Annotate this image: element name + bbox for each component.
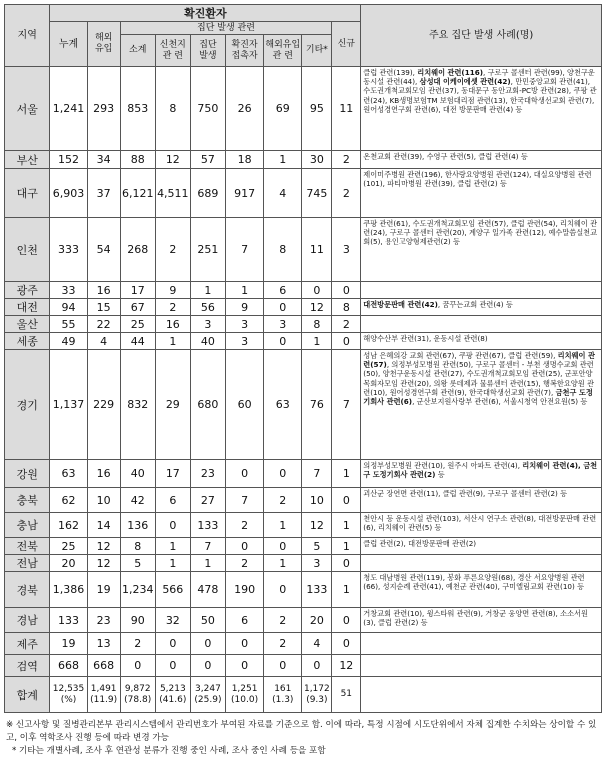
cell-shincheonji: 2 xyxy=(155,299,190,316)
cell-shincheonji: 0 xyxy=(155,655,190,677)
regional-cases-table xyxy=(4,4,602,713)
cell-subtotal: 6,121 xyxy=(120,169,155,218)
cell-subtotal: 2 xyxy=(120,633,155,655)
cell-new: 0 xyxy=(332,608,361,633)
cell-subtotal: 136 xyxy=(120,513,155,538)
cell-group: 7 xyxy=(190,538,225,555)
cell-overseas: 12 xyxy=(87,538,120,555)
cell-group: 56 xyxy=(190,299,225,316)
cell-total: 1,386 xyxy=(50,572,87,608)
cell-subtotal: 0 xyxy=(120,655,155,677)
region-cell: 광주 xyxy=(5,282,50,299)
table-row xyxy=(5,299,602,316)
cell-shincheonji: 1 xyxy=(155,538,190,555)
region-cell: 충북 xyxy=(5,488,50,513)
cell-other: 3 xyxy=(302,555,332,572)
main-cases-cell xyxy=(361,572,602,608)
table-row xyxy=(5,488,602,513)
cell-total: 62 xyxy=(50,488,87,513)
cell-group: 478 xyxy=(190,572,225,608)
cell-new: 8 xyxy=(332,299,361,316)
cell-shincheonji: 29 xyxy=(155,350,190,460)
cell-other: 1 xyxy=(302,333,332,350)
cell-overseas: 34 xyxy=(87,151,120,169)
case-text: 리치웨이 관련(116) xyxy=(417,68,484,77)
cell-group: 0 xyxy=(190,655,225,677)
cell-group: 1 xyxy=(190,282,225,299)
main-cases-cell xyxy=(361,350,602,460)
cell-contact: 3 xyxy=(225,333,263,350)
case-text: 클럽 관련(2), 대전방문판매 관련(2) xyxy=(363,539,477,548)
case-text: 리치웨이 관련(4), 금천구 도정기회사 관련(2) xyxy=(363,461,598,480)
cell-contact: 1 xyxy=(225,282,263,299)
table-row xyxy=(5,218,602,282)
cell-overseas-rel: 1 xyxy=(264,151,302,169)
cell-new: 1 xyxy=(332,513,361,538)
cell-overseas: 12 xyxy=(87,555,120,572)
totals-label: 합계 xyxy=(5,677,50,713)
cell-overseas: 293 xyxy=(87,67,120,151)
cell-new: 3 xyxy=(332,218,361,282)
footnote-1: ※ 신고사항 및 질병관리본부 관리시스템에서 관리번호가 부여된 자료를 기준으로 함. 이에 따라, 특정 시점에 시도단위에서 자체 집계한 수치와는 상이할 수 있고, 이후 역학조사 진행 등에 따라 변경 가능 xyxy=(6,720,597,743)
cell-other: 12 xyxy=(302,299,332,316)
region-cell: 검역 xyxy=(5,655,50,677)
cell-new: 0 xyxy=(332,333,361,350)
cell-overseas-rel: 0 xyxy=(264,538,302,555)
case-text: 쿠팡 관련(61), 수도권개척교회모임 관련(57), 클럽 관련(54), 리치웨이 관련(24), 구로구 콜센터 관련(20), 계양구 일가족 관련(12), 예수말씀실천교회(5), 용인고양형제관련(2) 등 xyxy=(363,219,598,247)
case-text: 삼성대 이케이에셋 관련(42) xyxy=(419,77,511,87)
total-contact: 1,251 (10.0) xyxy=(225,677,263,713)
region-cell: 서울 xyxy=(5,67,50,151)
cell-group: 40 xyxy=(190,333,225,350)
cell-total: 25 xyxy=(50,538,87,555)
cell-subtotal: 40 xyxy=(120,460,155,488)
cell-shincheonji: 0 xyxy=(155,513,190,538)
table-row xyxy=(5,67,602,151)
cell-other: 0 xyxy=(302,655,332,677)
cell-other: 7 xyxy=(302,460,332,488)
cell-total: 1,241 xyxy=(50,67,87,151)
header-overseas-related: 해외유입 관 련 xyxy=(264,35,302,67)
case-text: 해양수산부 관련(31), 운동시설 관련(8) xyxy=(363,334,488,343)
cell-total: 6,903 xyxy=(50,169,87,218)
region-cell: 전남 xyxy=(5,555,50,572)
cell-group: 27 xyxy=(190,488,225,513)
cell-contact: 3 xyxy=(225,316,263,333)
case-text: 대전방문판매 관련(42) xyxy=(363,300,438,309)
cell-contact: 9 xyxy=(225,299,263,316)
cell-group: 23 xyxy=(190,460,225,488)
cell-overseas: 37 xyxy=(87,169,120,218)
cell-shincheonji: 1 xyxy=(155,555,190,572)
cell-shincheonji: 6 xyxy=(155,488,190,513)
cell-subtotal: 44 xyxy=(120,333,155,350)
cell-group: 750 xyxy=(190,67,225,151)
cell-subtotal: 17 xyxy=(120,282,155,299)
case-text: 제이미주병원 관련(196), 한사랑요양병원 관련(124), 대실요양병원 관련(101), 파티마병원 관련(39), 클럽 관련(2) 등 xyxy=(363,170,592,189)
cell-new: 0 xyxy=(332,282,361,299)
total-overseas-rel: 161 (1.3) xyxy=(264,677,302,713)
cell-shincheonji: 12 xyxy=(155,151,190,169)
table-header xyxy=(5,5,602,67)
header-subtotal: 소계 xyxy=(120,35,155,67)
cell-new: 0 xyxy=(332,488,361,513)
main-cases-cell xyxy=(361,218,602,282)
total-new: 51 xyxy=(332,677,361,713)
total-subtotal: 9,872 (78.8) xyxy=(120,677,155,713)
region-cell: 경기 xyxy=(5,350,50,460)
cell-new: 11 xyxy=(332,67,361,151)
cell-other: 95 xyxy=(302,67,332,151)
case-text: 금천구 도정기회사 관련(6) xyxy=(363,387,593,407)
case-text: 리치웨이 관련(57) xyxy=(363,351,595,370)
total-total: 12,535 (%) xyxy=(50,677,87,713)
table-body xyxy=(5,67,602,713)
main-cases-cell xyxy=(361,299,602,316)
cell-overseas: 23 xyxy=(87,608,120,633)
cell-total: 162 xyxy=(50,513,87,538)
cell-subtotal: 88 xyxy=(120,151,155,169)
cell-total: 668 xyxy=(50,655,87,677)
cell-shincheonji: 17 xyxy=(155,460,190,488)
cell-contact: 18 xyxy=(225,151,263,169)
header-contact: 확진자 접촉자 xyxy=(225,35,263,67)
cell-shincheonji: 2 xyxy=(155,218,190,282)
cell-subtotal: 1,234 xyxy=(120,572,155,608)
total-overseas: 1,491 (11.9) xyxy=(87,677,120,713)
cell-subtotal: 8 xyxy=(120,538,155,555)
cell-overseas: 14 xyxy=(87,513,120,538)
cell-shincheonji: 4,511 xyxy=(155,169,190,218)
cell-new: 2 xyxy=(332,151,361,169)
cell-total: 1,137 xyxy=(50,350,87,460)
cell-shincheonji: 9 xyxy=(155,282,190,299)
header-new: 신규 xyxy=(332,22,361,67)
cell-other: 10 xyxy=(302,488,332,513)
case-text: 거창교회 관련(10), 윙스타워 관련(9), 거창군 웅양면 관련(8), 소소서원(3), 클럽 관련(2) 등 xyxy=(363,609,588,628)
cell-subtotal: 832 xyxy=(120,350,155,460)
cell-total: 33 xyxy=(50,282,87,299)
table-row xyxy=(5,333,602,350)
total-group: 3,247 (25.9) xyxy=(190,677,225,713)
table-row xyxy=(5,350,602,460)
cell-contact: 0 xyxy=(225,460,263,488)
header-confirmed: 확진환자 xyxy=(50,5,361,22)
cell-contact: 6 xyxy=(225,608,263,633)
main-cases-cell xyxy=(361,513,602,538)
main-cases-cell xyxy=(361,316,602,333)
header-total: 누계 xyxy=(50,22,87,67)
cell-subtotal: 853 xyxy=(120,67,155,151)
cell-overseas-rel: 63 xyxy=(264,350,302,460)
cell-contact: 7 xyxy=(225,488,263,513)
case-text: 천안시 등 운동시설 관련(103), 서산시 연구소 관련(8), 대전방문판매 관련(6), 리치웨이 관련(5) 등 xyxy=(363,514,597,533)
cell-subtotal: 42 xyxy=(120,488,155,513)
cell-contact: 0 xyxy=(225,538,263,555)
cell-other: 11 xyxy=(302,218,332,282)
case-text: , 의정부성모병원 관련(50), 구로구 콜센터 - 부천 생명수교회 관련(50), 양천구운동시설 관련(27), 수도권개척교회모임 관련(25), 군포안양목회자모임 관련(20), 의왕 롯데제과 물류센터 관련(15), 행복한요양원 관련(10), 원어성경연구회 관련(9), 한국대학생선교회 관련(7), xyxy=(363,360,594,397)
cell-overseas: 229 xyxy=(87,350,120,460)
cell-overseas-rel: 1 xyxy=(264,513,302,538)
cell-new: 1 xyxy=(332,572,361,608)
cell-other: 745 xyxy=(302,169,332,218)
cell-new: 1 xyxy=(332,460,361,488)
region-cell: 인천 xyxy=(5,218,50,282)
cell-subtotal: 90 xyxy=(120,608,155,633)
cell-overseas-rel: 0 xyxy=(264,333,302,350)
cell-total: 133 xyxy=(50,608,87,633)
cell-overseas-rel: 4 xyxy=(264,169,302,218)
header-cluster: 집단 발생 관련 xyxy=(120,22,332,35)
cell-other: 8 xyxy=(302,316,332,333)
cell-contact: 7 xyxy=(225,218,263,282)
cell-contact: 2 xyxy=(225,555,263,572)
region-cell: 대구 xyxy=(5,169,50,218)
case-text: 등 xyxy=(435,470,445,480)
case-text: 괴산군 장연면 관련(11), 클럽 관련(9), 구로구 콜센터 관련(2) 등 xyxy=(363,489,568,498)
cell-group: 50 xyxy=(190,608,225,633)
case-text: , 꿈꾸는교회 관련(4) 등 xyxy=(437,300,513,309)
table-row xyxy=(5,513,602,538)
table-row xyxy=(5,282,602,299)
cell-overseas-rel: 2 xyxy=(264,488,302,513)
cell-shincheonji: 32 xyxy=(155,608,190,633)
cell-shincheonji: 16 xyxy=(155,316,190,333)
cell-total: 20 xyxy=(50,555,87,572)
header-group-outbreak: 집단 발생 xyxy=(190,35,225,67)
cell-overseas: 4 xyxy=(87,333,120,350)
main-cases-cell xyxy=(361,151,602,169)
cell-group: 689 xyxy=(190,169,225,218)
cell-total: 19 xyxy=(50,633,87,655)
cell-contact: 0 xyxy=(225,655,263,677)
cell-contact: 190 xyxy=(225,572,263,608)
table-row xyxy=(5,538,602,555)
case-text: 클럽 관련(139), xyxy=(363,68,418,77)
table-row xyxy=(5,555,602,572)
cell-overseas-rel: 2 xyxy=(264,633,302,655)
cell-overseas-rel: 0 xyxy=(264,299,302,316)
main-cases-cell xyxy=(361,333,602,350)
table-row xyxy=(5,316,602,333)
cell-overseas: 19 xyxy=(87,572,120,608)
region-cell: 강원 xyxy=(5,460,50,488)
cell-overseas: 10 xyxy=(87,488,120,513)
main-cases-cell xyxy=(361,67,602,151)
cell-new: 0 xyxy=(332,633,361,655)
table-row xyxy=(5,169,602,218)
cell-subtotal: 5 xyxy=(120,555,155,572)
cell-other: 5 xyxy=(302,538,332,555)
table-row xyxy=(5,151,602,169)
footnotes xyxy=(4,719,604,758)
cell-overseas-rel: 0 xyxy=(264,572,302,608)
case-text: 청도 대남병원 관련(119), 봉화 푸른요양원(68), 경산 서요양병원 관련(66), 성지순례 관련(41), 예천군 관련(40), 구미엘림교회 관련(10) 등 xyxy=(363,573,585,592)
region-cell: 충남 xyxy=(5,513,50,538)
cell-other: 30 xyxy=(302,151,332,169)
total-other: 1,172 (9.3) xyxy=(302,677,332,713)
totals-empty-cell xyxy=(361,677,602,713)
main-cases-cell xyxy=(361,169,602,218)
region-cell: 부산 xyxy=(5,151,50,169)
header-other: 기타* xyxy=(302,35,332,67)
main-cases-cell xyxy=(361,555,602,572)
case-text: , 군산보지원사랑부 관련(6), 서울시청역 안전요원(5) 등 xyxy=(412,397,588,407)
region-cell: 경남 xyxy=(5,608,50,633)
cell-shincheonji: 566 xyxy=(155,572,190,608)
header-region: 지역 xyxy=(5,5,50,67)
case-text: , 구로구 콜센터 관련(99), 양천구운동시설 관련(44), xyxy=(363,68,595,87)
cell-group: 680 xyxy=(190,350,225,460)
cell-overseas: 16 xyxy=(87,460,120,488)
cell-contact: 917 xyxy=(225,169,263,218)
region-cell: 울산 xyxy=(5,316,50,333)
cell-contact: 2 xyxy=(225,513,263,538)
table-row xyxy=(5,633,602,655)
main-cases-cell xyxy=(361,460,602,488)
cell-other: 12 xyxy=(302,513,332,538)
header-shincheonji: 신천지 관 련 xyxy=(155,35,190,67)
cell-overseas-rel: 0 xyxy=(264,460,302,488)
cell-shincheonji: 0 xyxy=(155,633,190,655)
header-main-cases: 주요 집단 발생 사례(명) xyxy=(361,5,602,67)
table-row xyxy=(5,608,602,633)
cell-overseas: 16 xyxy=(87,282,120,299)
cell-group: 251 xyxy=(190,218,225,282)
case-text: , 만민중앙교회 관련(41), 수도권개척교회모임 관련(37), 동대문구 동안교회-PC방 관련(28), 쿠팡 관련(24), KB생명보험TM 보험대리점 관련(13), 한국대학생선교회 관련(7), 원어성경연구회 관련(6), 대전 방문판매 관련(4) 등 xyxy=(363,77,597,114)
cell-overseas-rel: 2 xyxy=(264,608,302,633)
main-cases-cell xyxy=(361,488,602,513)
cell-overseas: 13 xyxy=(87,633,120,655)
table-row xyxy=(5,655,602,677)
cell-group: 3 xyxy=(190,316,225,333)
cell-new: 12 xyxy=(332,655,361,677)
cell-overseas-rel: 6 xyxy=(264,282,302,299)
cell-shincheonji: 1 xyxy=(155,333,190,350)
cell-overseas: 22 xyxy=(87,316,120,333)
header-overseas: 해외 유입 xyxy=(87,22,120,67)
cell-total: 49 xyxy=(50,333,87,350)
cell-group: 1 xyxy=(190,555,225,572)
cell-total: 63 xyxy=(50,460,87,488)
cell-subtotal: 67 xyxy=(120,299,155,316)
cell-overseas-rel: 8 xyxy=(264,218,302,282)
case-text: 성남 은혜의강 교회 관련(67), 쿠팡 관련(67), 클럽 관련(59), xyxy=(363,351,558,360)
table-row xyxy=(5,460,602,488)
main-cases-cell xyxy=(361,608,602,633)
cell-group: 57 xyxy=(190,151,225,169)
cell-group: 133 xyxy=(190,513,225,538)
cell-overseas-rel: 1 xyxy=(264,555,302,572)
total-shincheonji: 5,213 (41.6) xyxy=(155,677,190,713)
cell-contact: 0 xyxy=(225,633,263,655)
cell-new: 2 xyxy=(332,169,361,218)
cell-contact: 26 xyxy=(225,67,263,151)
main-cases-cell xyxy=(361,538,602,555)
totals-row xyxy=(5,677,602,713)
main-cases-cell xyxy=(361,633,602,655)
cell-other: 20 xyxy=(302,608,332,633)
cell-overseas: 668 xyxy=(87,655,120,677)
cell-total: 94 xyxy=(50,299,87,316)
cell-subtotal: 25 xyxy=(120,316,155,333)
status-table-wrapper xyxy=(4,4,604,758)
cell-other: 133 xyxy=(302,572,332,608)
region-cell: 제주 xyxy=(5,633,50,655)
cell-new: 7 xyxy=(332,350,361,460)
cell-other: 0 xyxy=(302,282,332,299)
case-text: 온천교회 관련(39), 수영구 관련(5), 클럽 관련(4) 등 xyxy=(363,152,528,161)
region-cell: 대전 xyxy=(5,299,50,316)
cell-group: 0 xyxy=(190,633,225,655)
cell-overseas-rel: 3 xyxy=(264,316,302,333)
cell-contact: 60 xyxy=(225,350,263,460)
cell-total: 333 xyxy=(50,218,87,282)
cell-overseas-rel: 0 xyxy=(264,655,302,677)
cell-new: 2 xyxy=(332,316,361,333)
cell-other: 76 xyxy=(302,350,332,460)
region-cell: 전북 xyxy=(5,538,50,555)
cell-shincheonji: 8 xyxy=(155,67,190,151)
case-text: 의정부성모병원 관련(10), 원주시 아파트 관련(4), xyxy=(363,461,523,470)
cell-overseas-rel: 69 xyxy=(264,67,302,151)
cell-overseas: 15 xyxy=(87,299,120,316)
cell-subtotal: 268 xyxy=(120,218,155,282)
region-cell: 세종 xyxy=(5,333,50,350)
cell-other: 4 xyxy=(302,633,332,655)
cell-new: 1 xyxy=(332,538,361,555)
cell-total: 152 xyxy=(50,151,87,169)
main-cases-cell xyxy=(361,655,602,677)
footnote-2: * 기타는 개별사례, 조사 후 연관성 분류가 진행 중인 사례, 조사 중인 사례 등을 포함 xyxy=(12,746,326,756)
main-cases-cell xyxy=(361,282,602,299)
table-row xyxy=(5,572,602,608)
cell-new: 0 xyxy=(332,555,361,572)
cell-overseas: 54 xyxy=(87,218,120,282)
region-cell: 경북 xyxy=(5,572,50,608)
cell-total: 55 xyxy=(50,316,87,333)
